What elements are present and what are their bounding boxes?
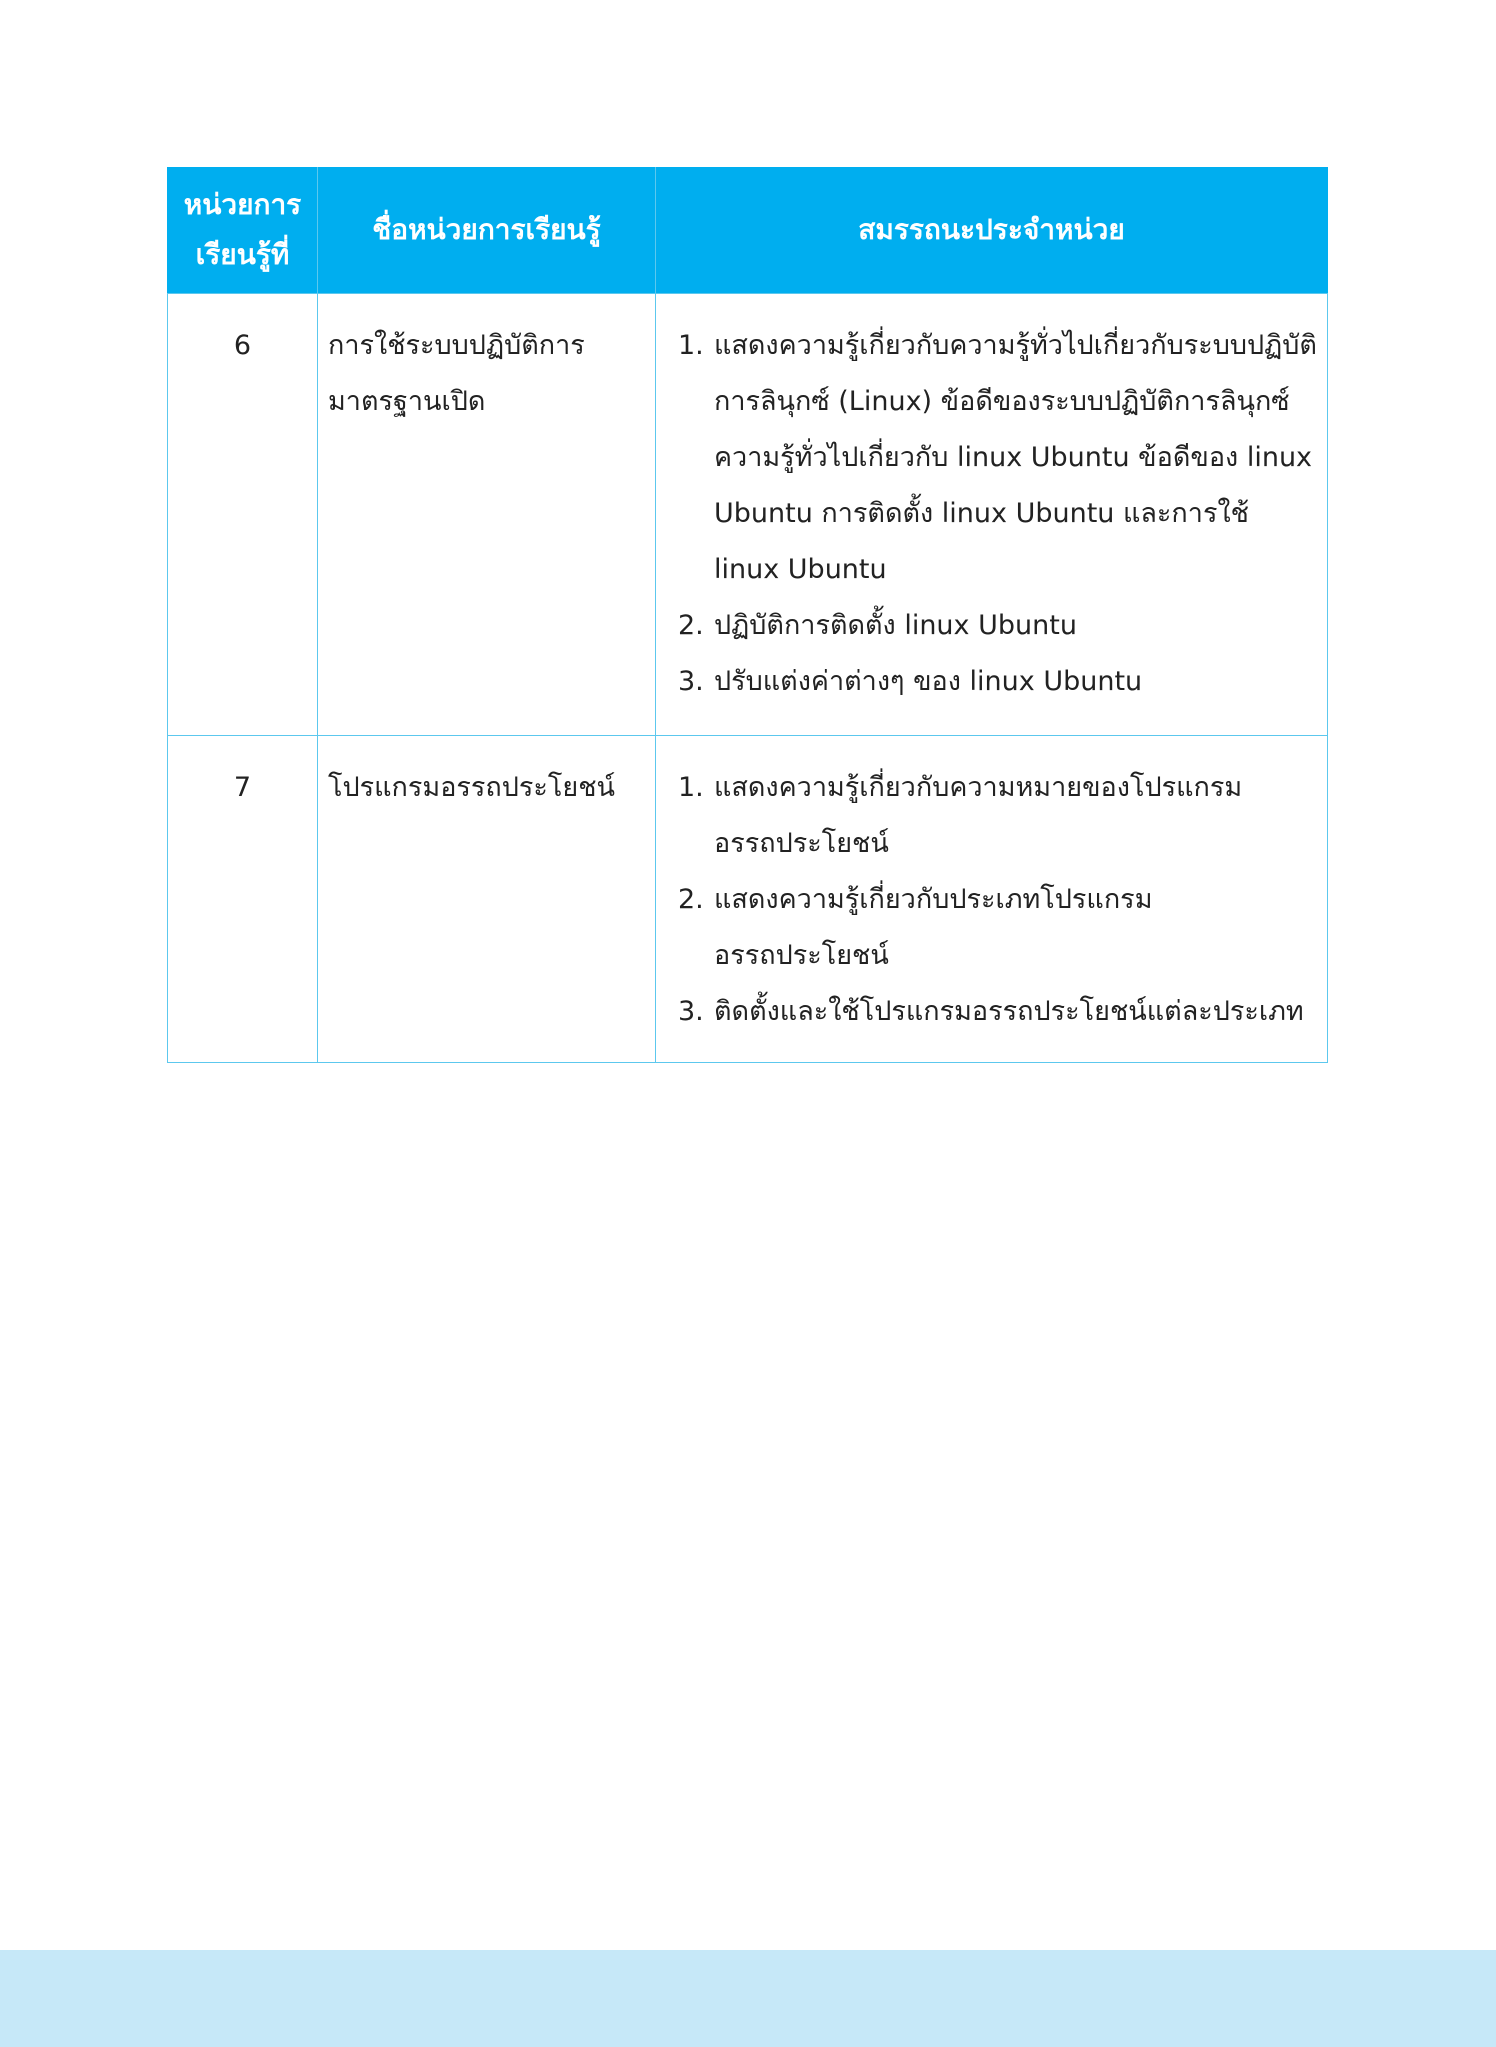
unit-number-cell: 6 [168, 294, 318, 736]
competency-item [678, 654, 1319, 710]
header-unit-number: หน่วยการ เรียนรู้ที่ [168, 167, 318, 294]
header-competency: สมรรถนะประจำหน่วย [656, 167, 1328, 294]
competency-item [678, 872, 1319, 984]
unit-number-cell: 7 [168, 736, 318, 1063]
competency-number: 3. [678, 996, 704, 1027]
competency-number: 1. [678, 330, 704, 361]
unit-name-cell: การใช้ระบบปฏิบัติการมาตรฐานเปิด [318, 294, 656, 736]
competency-text: แสดงความรู้เกี่ยวกับความหมายของโปรแกรมอรรถประโยชน์ [714, 772, 1243, 859]
competency-text: แสดงความรู้เกี่ยวกับความรู้ทั่วไปเกี่ยวกับระบบปฏิบัติการลินุกซ์ (Linux) ข้อดีของระบบปฏิบัติการลินุกซ์ ความรู้ทั่วไปเกี่ยวกับ linux Ubuntu ข้อดีของ linux Ubuntu การติดตั้ง linux Ubuntu และการใช้ linux Ubuntu [714, 330, 1317, 585]
competency-list [678, 318, 1319, 710]
table-header-row [168, 167, 1328, 294]
competency-item [678, 760, 1319, 872]
competency-text: ติดตั้งและใช้โปรแกรมอรรถประโยชน์แต่ละประเภท [714, 996, 1304, 1027]
competency-number: 3. [678, 666, 704, 697]
competency-list [678, 760, 1319, 1040]
competency-text: แสดงความรู้เกี่ยวกับประเภทโปรแกรมอรรถประโยชน์ [714, 884, 1153, 971]
competency-cell [656, 736, 1328, 1063]
curriculum-table [167, 167, 1328, 1063]
competency-number: 2. [678, 884, 704, 915]
table-row [168, 294, 1328, 736]
competency-cell [656, 294, 1328, 736]
competency-item [678, 598, 1319, 654]
competency-item [678, 984, 1319, 1040]
header-unit-name: ชื่อหน่วยการเรียนรู้ [318, 167, 656, 294]
competency-number: 2. [678, 610, 704, 641]
unit-name-cell: โปรแกรมอรรถประโยชน์ [318, 736, 656, 1063]
table-row [168, 736, 1328, 1063]
competency-text: ปฏิบัติการติดตั้ง linux Ubuntu [714, 610, 1077, 641]
competency-text: ปรับแต่งค่าต่างๆ ของ linux Ubuntu [714, 666, 1143, 697]
competency-number: 1. [678, 772, 704, 803]
competency-item [678, 318, 1319, 598]
footer-band [0, 1950, 1496, 2047]
